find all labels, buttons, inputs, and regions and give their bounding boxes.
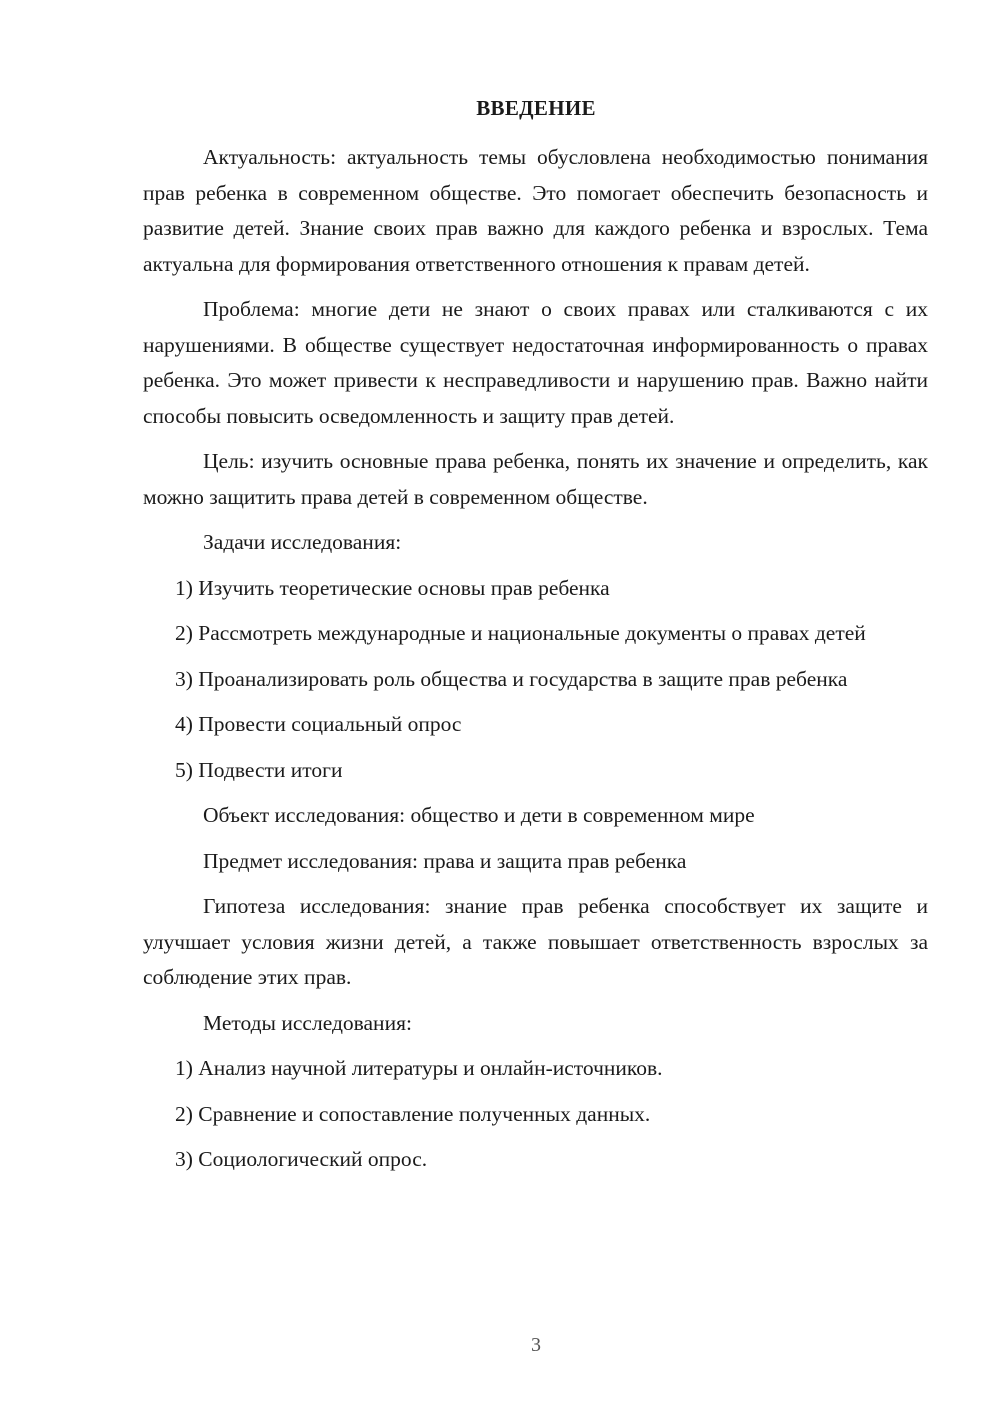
subject-paragraph: Предмет исследования: права и защита прав ребенка: [203, 848, 687, 873]
task-item: 1) Изучить теоретические основы прав ребенка: [175, 575, 610, 600]
page-number: 3: [531, 1334, 541, 1356]
task-item: 2) Рассмотреть международные и национальные документы о правах детей: [175, 621, 866, 645]
method-item: 3) Социологический опрос.: [175, 1147, 428, 1171]
goal-paragraph: Цель: изучить основные права ребенка, понять их значение и определить, как можно защитить права детей в современном обществе.: [143, 449, 928, 509]
hypothesis-paragraph: Гипотеза исследования: знание прав ребенка способствует их защите и улучшает условия жизни детей, а также повышает ответственность взрослых за соблюдение этих прав.: [143, 894, 928, 989]
method-item: 1) Анализ научной литературы и онлайн-источников.: [175, 1056, 663, 1080]
task-item: 4) Провести социальный опрос: [175, 712, 462, 736]
page-title: ВВЕДЕНИЕ: [476, 96, 596, 120]
relevance-paragraph: Актуальность: актуальность темы обусловлена необходимостью понимания прав ребенка в современном обществе. Это помогает обеспечить безопасность и развитие детей. Знание своих прав важно для каждого ребенка и взрослых. Тема актуальна для формирования ответственного отношения к правам детей.: [143, 145, 928, 276]
methods-heading: Методы исследования:: [203, 1010, 412, 1035]
task-item: 5) Подвести итоги: [175, 757, 343, 782]
method-item: 2) Сравнение и сопоставление полученных данных.: [175, 1101, 651, 1126]
document-body: [143, 140, 928, 1188]
task-item: 3) Проанализировать роль общества и государства в защите прав ребенка: [175, 666, 848, 691]
tasks-heading: Задачи исследования:: [203, 530, 402, 554]
problem-paragraph: Проблема: многие дети не знают о своих правах или сталкиваются с их нарушениями. В обществе существует недостаточная информированность о правах ребенка. Это может привести к несправедливости и нарушению прав. Важно найти способы повысить осведомленность и защиту прав детей.: [143, 297, 928, 428]
object-paragraph: Объект исследования: общество и дети в современном мире: [203, 803, 755, 827]
